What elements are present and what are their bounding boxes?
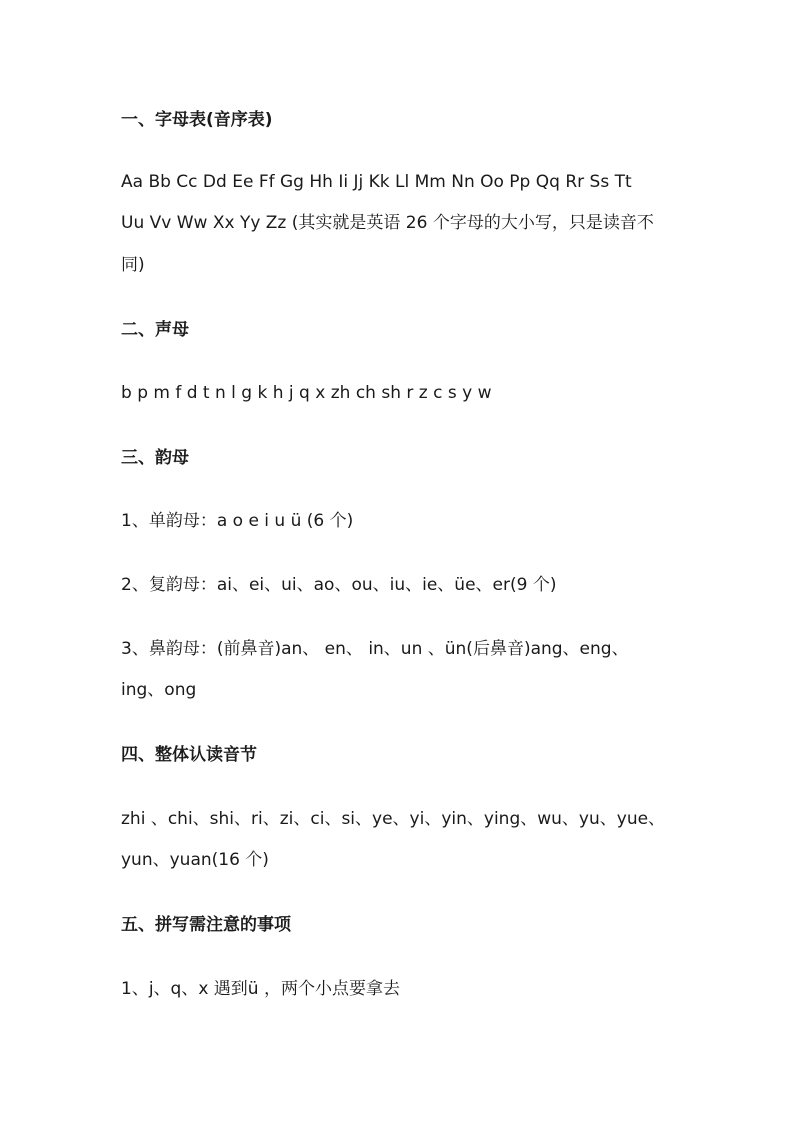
finals-item-nasal-line-1: 3、鼻韵母：(前鼻音)an、 en、 in、un 、ün(后鼻音)ang、eng、 xyxy=(121,639,629,659)
section-heading-whole-syllables: 四、整体认读音节 xyxy=(121,745,257,765)
alphabet-line-2: Uu Vv Ww Xx Yy Zz (其实就是英语 26 个字母的大小写，只是读音不 xyxy=(121,213,654,233)
initials-list: b p m f d t n l g k h j q x zh ch sh r z c s y w xyxy=(121,383,492,403)
finals-item-simple: 1、单韵母：a o e i u ü (6 个) xyxy=(121,511,354,531)
whole-syllables-line-1: zhi 、chi、shi、ri、zi、ci、si、ye、yi、yin、ying、wu、yu、yue、 xyxy=(121,809,666,829)
section-heading-spelling-notes: 五、拼写需注意的事项 xyxy=(121,915,291,935)
section-heading-initials: 二、声母 xyxy=(121,320,189,340)
section-heading-alphabet: 一、字母表(音序表) xyxy=(121,110,273,130)
alphabet-line-3: 同) xyxy=(121,255,145,275)
spelling-note-1: 1、j、q、x 遇到ü ，两个小点要拿去 xyxy=(121,979,400,999)
finals-item-nasal-line-2: ing、ong xyxy=(121,680,197,700)
finals-item-compound: 2、复韵母：ai、ei、ui、ao、ou、iu、ie、üe、er(9 个) xyxy=(121,575,557,595)
alphabet-line-1: Aa Bb Cc Dd Ee Ff Gg Hh Ii Jj Kk Ll Mm Nn Oo Pp Qq Rr Ss Tt xyxy=(121,172,632,192)
whole-syllables-line-2: yun、yuan(16 个) xyxy=(121,850,269,870)
section-heading-finals: 三、韵母 xyxy=(121,448,189,468)
